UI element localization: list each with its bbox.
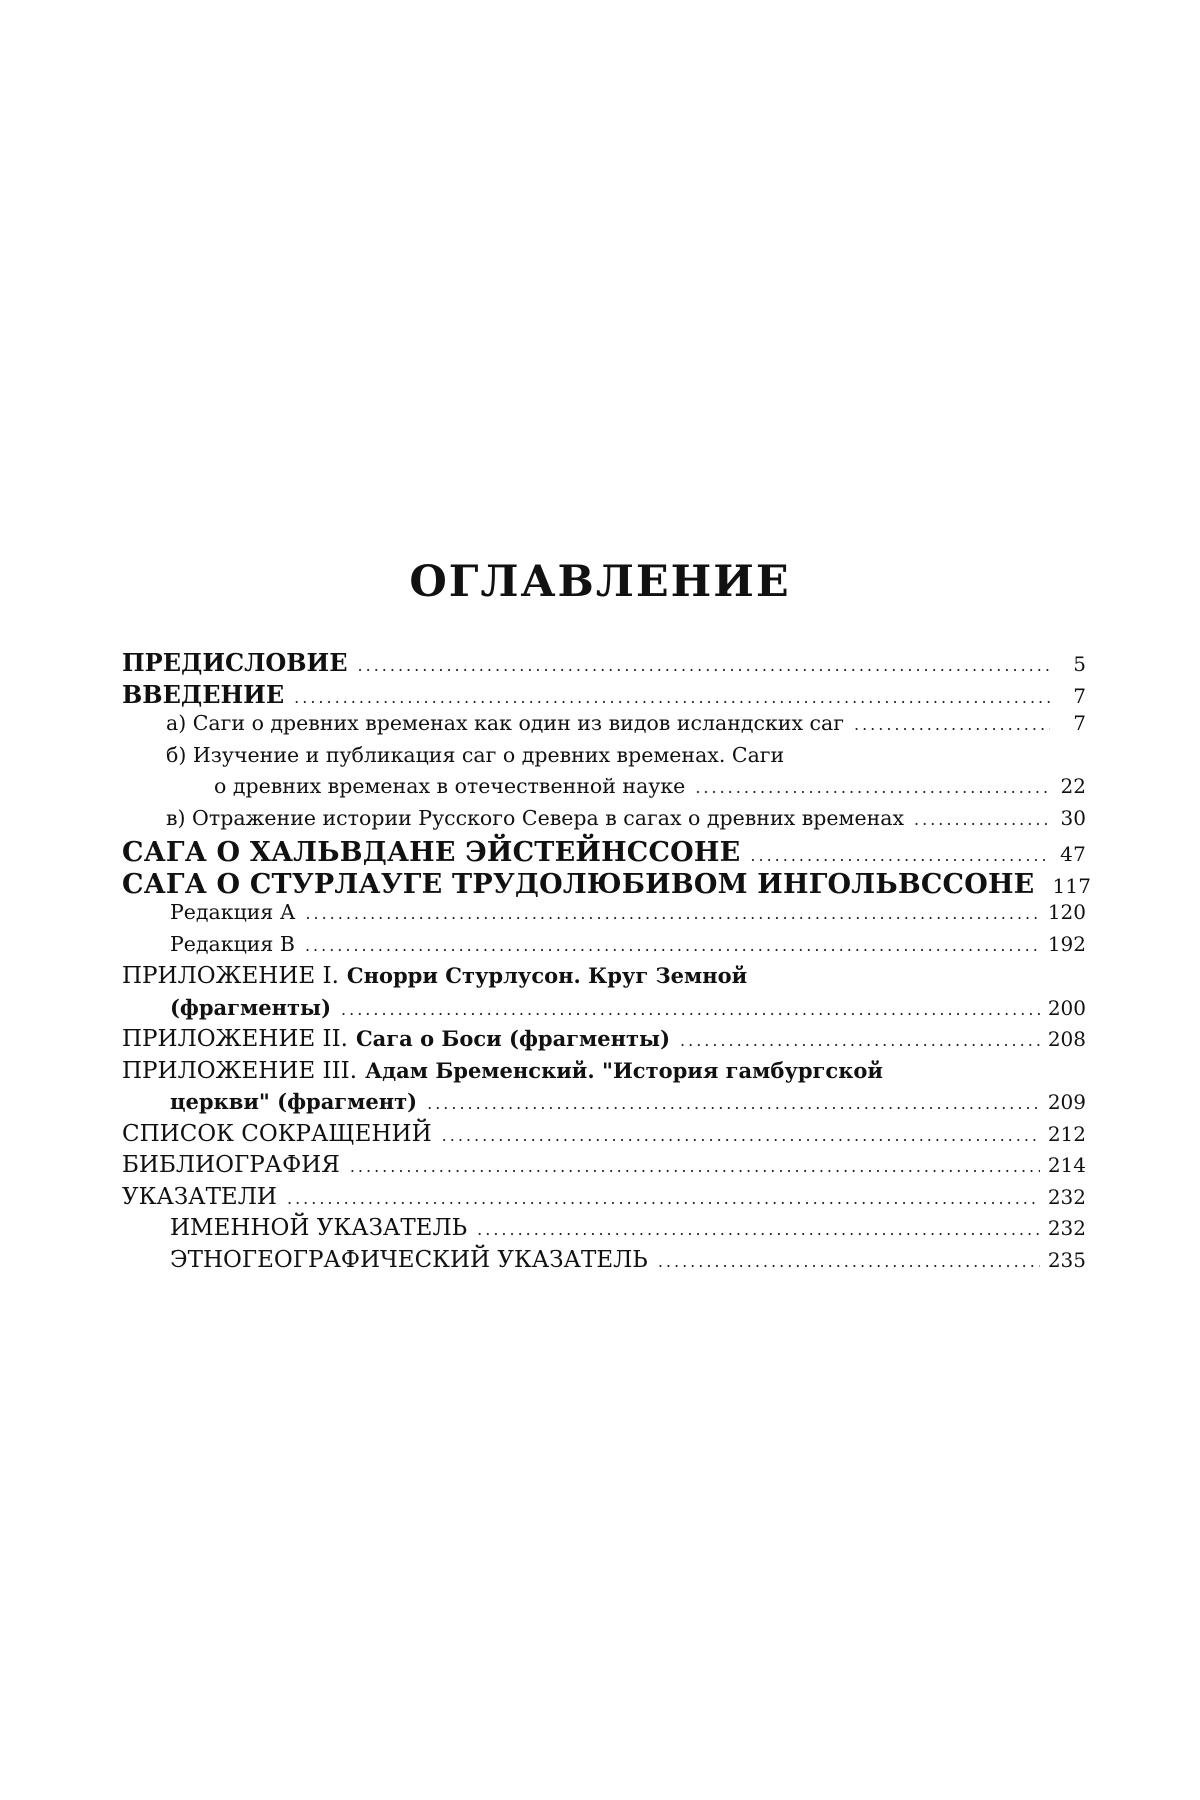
dot-leader — [477, 1222, 1040, 1238]
toc-entry-indexes[interactable] — [122, 1184, 1086, 1216]
toc-entry-title-line1: Снорри Стурлусон. Круг Земной — [346, 963, 748, 988]
toc-page-number: 30 — [1060, 805, 1086, 830]
toc-entry-title: Редакция А — [170, 900, 296, 924]
toc-entry-title: Редакция В — [170, 931, 295, 956]
toc-entry-ethnogeographic-index[interactable] — [122, 1247, 1086, 1279]
toc-entry-intro-a[interactable] — [122, 711, 1086, 743]
toc-entry-preface[interactable] — [122, 648, 1086, 680]
toc-entry-title-line2: о древних временах в отечественной науке — [214, 774, 686, 798]
toc-page-number: 192 — [1047, 931, 1086, 956]
toc-entry-prefix: ПРИЛОЖЕНИЕ I. — [122, 963, 339, 989]
toc-entry-intro-b[interactable] — [122, 743, 1086, 806]
toc-page-number: 22 — [1060, 774, 1086, 798]
toc-entry-saga-sturlaug[interactable] — [122, 868, 1092, 901]
toc-entry-redaction-b[interactable] — [122, 932, 1086, 964]
toc-page-number: 117 — [1052, 873, 1092, 898]
toc-entry-saga-halfdan[interactable] — [122, 837, 1086, 869]
toc-entry-title: а) Саги о древних временах как один из видов исландских саг — [166, 711, 844, 735]
toc-entry-title: ЭТНОГЕОГРАФИЧЕСКИЙ УКАЗАТЕЛЬ — [170, 1246, 648, 1273]
dot-leader — [358, 658, 1050, 674]
dot-leader — [305, 938, 1040, 954]
toc-page-number: 214 — [1047, 1153, 1086, 1177]
toc-entry-prefix: ПРИЛОЖЕНИЕ II. — [122, 1026, 348, 1052]
toc-entry-title: УКАЗАТЕЛИ — [122, 1183, 277, 1210]
dot-leader — [305, 906, 1039, 922]
dot-leader — [341, 1002, 1040, 1018]
toc-entry-appendix-3[interactable] — [122, 1058, 1086, 1121]
toc-entry-title: БИБЛИОГРАФИЯ — [122, 1152, 340, 1178]
toc-entry-bibliography[interactable] — [122, 1152, 1086, 1184]
table-of-contents — [122, 648, 1092, 1278]
toc-entry-title: ИМЕННОЙ УКАЗАТЕЛЬ — [170, 1215, 468, 1241]
toc-page-number: 7 — [1073, 683, 1086, 708]
toc-entry-title-line1: б) Изучение и публикация саг о древних временах. Саги — [166, 742, 785, 767]
toc-entry-name-index[interactable] — [122, 1215, 1086, 1247]
dot-leader — [914, 812, 1050, 828]
dot-leader — [695, 780, 1050, 796]
toc-page-number: 7 — [1073, 711, 1086, 735]
dot-leader — [294, 690, 1050, 706]
toc-entry-title-line2: церкви" (фрагмент) — [170, 1089, 418, 1114]
toc-entry-prefix: ПРИЛОЖЕНИЕ III. — [122, 1057, 358, 1084]
toc-page-number: 5 — [1073, 652, 1086, 676]
toc-page-number: 235 — [1047, 1247, 1086, 1272]
dot-leader — [287, 1191, 1040, 1207]
toc-page-number: 232 — [1047, 1184, 1086, 1209]
dot-leader — [680, 1033, 1040, 1049]
toc-page-number: 208 — [1047, 1027, 1086, 1051]
dot-leader — [658, 1254, 1040, 1270]
toc-entry-title-line2: (фрагменты) — [170, 994, 332, 1020]
toc-entry-appendix-1[interactable] — [122, 963, 1086, 1026]
toc-entry-title: САГА О СТУРЛАУГЕ ТРУДОЛЮБИВОМ ИНГОЛЬВССОНЕ — [122, 868, 1035, 900]
dot-leader — [427, 1096, 1040, 1112]
toc-page-number: 47 — [1060, 842, 1086, 866]
toc-entry-intro-c[interactable] — [122, 806, 1086, 838]
toc-entry-title: Сага о Боси (фрагменты) — [355, 1026, 671, 1051]
toc-entry-title: СПИСОК СОКРАЩЕНИЙ — [122, 1120, 432, 1147]
toc-entry-title: ПРЕДИСЛОВИЕ — [122, 648, 348, 677]
toc-page-number: 209 — [1047, 1090, 1086, 1114]
toc-page-number: 120 — [1047, 900, 1086, 924]
toc-page-number: 232 — [1047, 1216, 1086, 1240]
dot-leader — [350, 1159, 1040, 1175]
dot-leader — [442, 1128, 1040, 1144]
dot-leader — [750, 848, 1050, 864]
toc-entry-title: САГА О ХАЛЬВДАНЕ ЭЙСТЕЙНССОНЕ — [122, 837, 741, 868]
toc-entry-redaction-a[interactable] — [122, 900, 1086, 932]
toc-page-number: 200 — [1047, 995, 1086, 1020]
toc-entry-appendix-2[interactable] — [122, 1026, 1086, 1058]
dot-leader — [854, 717, 1050, 733]
page-title: ОГЛАВЛЕНИЕ — [409, 557, 791, 607]
toc-page-number: 212 — [1047, 1121, 1086, 1146]
toc-entry-title: ВВЕДЕНИЕ — [122, 679, 285, 709]
toc-entry-title: в) Отражение истории Русского Севера в сагах о древних временах — [166, 805, 905, 830]
toc-entry-abbreviations[interactable] — [122, 1121, 1086, 1153]
toc-entry-introduction[interactable] — [122, 680, 1086, 712]
toc-entry-title-line1: Адам Бременский. "История гамбургской — [365, 1057, 883, 1083]
